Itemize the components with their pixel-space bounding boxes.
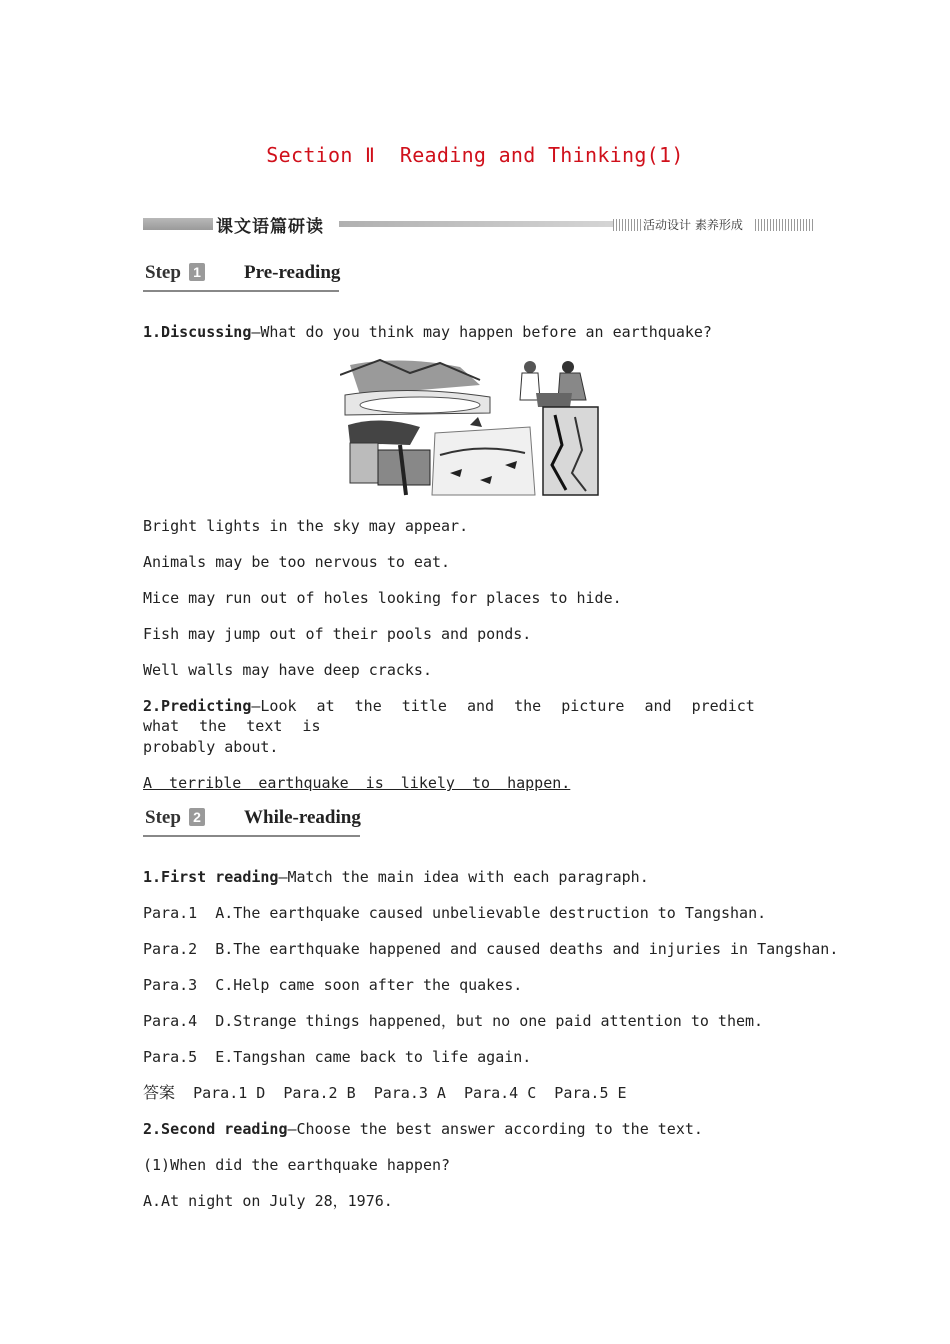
question-1: (1)When did the earthquake happen? (143, 1156, 451, 1174)
predicting-text: —Look at the title and the picture and predict what the text is (143, 697, 755, 735)
step-word: Step (145, 807, 181, 828)
answer-label: 答案 (143, 1083, 176, 1102)
predicting-line (143, 696, 807, 736)
banner-hatch-right (755, 219, 815, 231)
first-reading-line (143, 867, 649, 887)
step-word: Step (145, 262, 181, 283)
prediction-sign-3: Mice may run out of holes looking for places to hide. (143, 589, 622, 607)
second-reading-label: 2.Second reading (143, 1120, 288, 1138)
question-1-option-a: A.At night on July 28，1976. (143, 1192, 393, 1210)
para-label: Para.3 (143, 976, 198, 994)
predicting-label: 2.Predicting (143, 697, 252, 715)
second-reading-text: —Choose the best answer according to the text. (287, 1120, 703, 1138)
prediction-sign-4: Fish may jump out of their pools and ponds. (143, 625, 532, 643)
banner-bar-left (143, 218, 213, 230)
banner-hatch-left (613, 219, 641, 231)
para-label: Para.2 (143, 940, 198, 958)
para-idea: C.Help came soon after the quakes. (215, 976, 523, 994)
para-row (143, 975, 522, 995)
para-idea: A.The earthquake caused unbelievable destruction to Tangshan. (215, 904, 767, 922)
para-idea: B.The earthquake happened and caused deaths and injuries in Tangshan. (215, 940, 839, 958)
section-banner (143, 212, 815, 236)
para-row (143, 1047, 531, 1067)
para-label: Para.1 (143, 904, 198, 922)
discussing-text: —What do you think may happen before an earthquake? (251, 323, 712, 341)
answer-text: Para.1 D Para.2 B Para.3 A Para.4 C Para.5 E (193, 1084, 627, 1102)
predicting-line-2: probably about. (143, 738, 279, 756)
para-label: Para.5 (143, 1048, 198, 1066)
step-name: While-reading (244, 807, 361, 828)
step-2-header (143, 805, 360, 837)
step-number: 1 (189, 263, 205, 281)
banner-bar-middle (339, 221, 639, 227)
step-name: Pre-reading (244, 262, 341, 283)
section-number: Section Ⅱ (266, 143, 376, 167)
banner-right-label: 活动设计 素养形成 (643, 218, 743, 232)
para-row (143, 1011, 763, 1031)
para-row (143, 939, 838, 959)
step-1-header (143, 260, 339, 292)
banner-label: 课文语篇研读 (216, 217, 324, 237)
prediction-sign-2: Animals may be too nervous to eat. (143, 553, 451, 571)
para-row (143, 903, 766, 923)
prediction-sign-1: Bright lights in the sky may appear. (143, 517, 469, 535)
answer-line (143, 1083, 627, 1103)
section-name: Reading and Thinking(1) (399, 143, 684, 167)
first-reading-label: 1.First reading (143, 868, 279, 886)
discussing-line (143, 322, 712, 342)
step-number: 2 (189, 808, 205, 826)
discussing-label: 1.Discussing (143, 323, 252, 341)
para-idea: D.Strange things happened，but no one paid attention to them. (215, 1012, 764, 1030)
predicting-answer: A terrible earthquake is likely to happen. (143, 774, 571, 792)
prediction-sign-5: Well walls may have deep cracks. (143, 661, 432, 679)
second-reading-line (143, 1119, 703, 1139)
para-label: Para.4 (143, 1012, 198, 1030)
earthquake-signs-illustration (340, 355, 610, 497)
para-idea: E.Tangshan came back to life again. (215, 1048, 532, 1066)
page-title (0, 143, 950, 167)
first-reading-text: —Match the main idea with each paragraph. (278, 868, 649, 886)
